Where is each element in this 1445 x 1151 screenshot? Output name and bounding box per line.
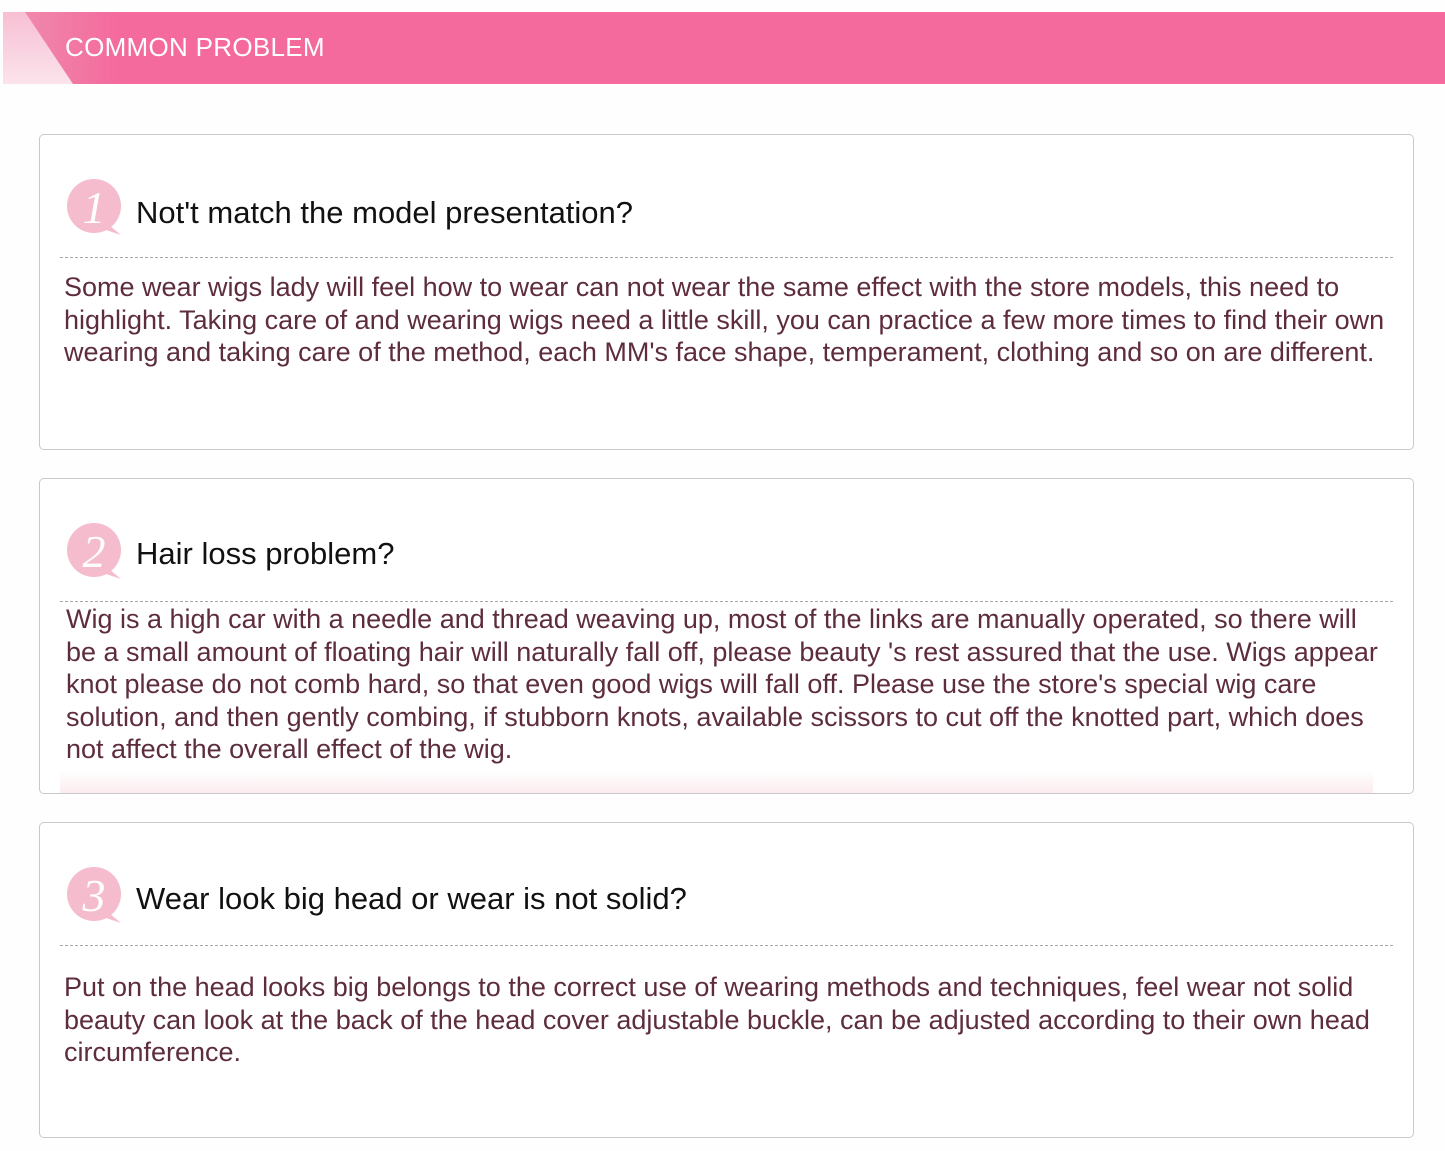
dashed-divider [60, 601, 1393, 602]
faq-number: 3 [82, 870, 106, 921]
faq-card-2 [39, 478, 1414, 794]
faq-number: 2 [82, 526, 106, 577]
speech-bubble-number-icon [65, 179, 123, 237]
faq-question: Hair loss problem? [136, 536, 395, 571]
faq-question: Not't match the model presentation? [136, 195, 634, 230]
faq-answer: Some wear wigs lady will feel how to wear can not wear the same effect with the store models, this need to highlight. Taking care of and wearing wigs need a little skill, you can practice a few more times to find their own wearing and taking care of the method, each MM's face shape, temperament, clothing and so on are different. [64, 272, 1385, 367]
section-title: COMMON PROBLEM [65, 32, 325, 62]
dashed-divider [60, 257, 1393, 258]
faq-number: 1 [82, 182, 106, 233]
faq-card-1 [39, 134, 1414, 450]
faq-answer: Wig is a high car with a needle and thread weaving up, most of the links are manually operated, so there will be a small amount of floating hair will naturally fall off, please beauty 's rest assured that the use. Wigs appear knot please do not comb hard, so that even good wigs will fall off. Please use the store's special wig care solution, and then gently combing, if stubborn knots, available scissors to cut off the knotted part, which does not affect the overall effect of the wig. [66, 604, 1378, 764]
section-header-banner [3, 12, 1445, 84]
banner-corner-accent [3, 12, 73, 84]
speech-bubble-number-icon [65, 867, 123, 925]
faq-card-3 [39, 822, 1414, 1138]
speech-bubble-number-icon [65, 523, 123, 581]
faq-question: Wear look big head or wear is not solid? [136, 881, 687, 916]
dashed-divider [60, 945, 1393, 946]
faq-answer: Put on the head looks big belongs to the correct use of wearing methods and techniques, feel wear not solid beauty can look at the back of the head cover adjustable buckle, can be adjusted according to their own head circumference. [64, 972, 1370, 1067]
